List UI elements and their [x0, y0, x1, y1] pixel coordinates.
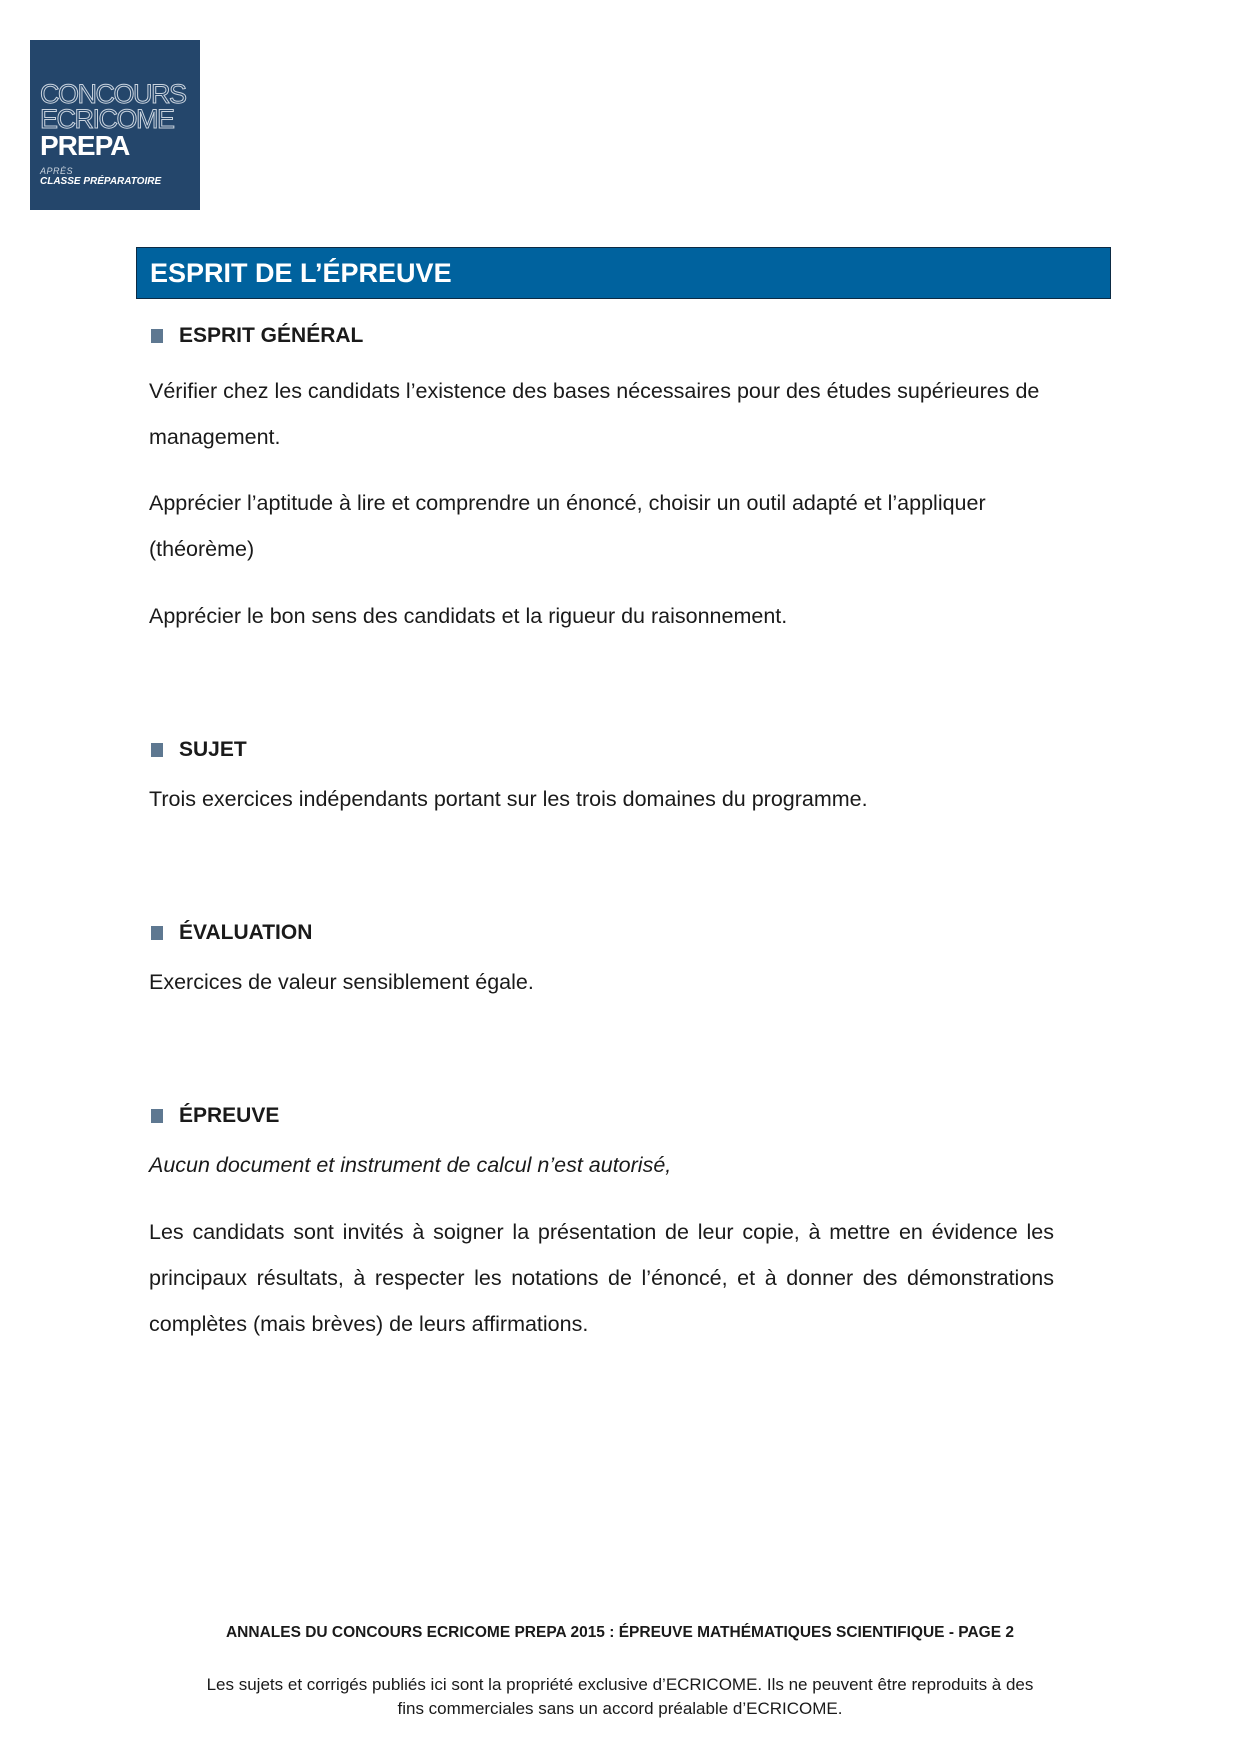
- footer-copyright-note: [0, 1673, 1240, 1721]
- paragraph-apprecier-aptitude: Apprécier l’aptitude à lire et comprendre un énoncé, choisir un outil adapté et l’appliquer (théorème): [149, 491, 986, 561]
- heading-evaluation-text: ÉVALUATION: [179, 921, 313, 944]
- ecricome-logo: [30, 40, 200, 210]
- paragraph-aucun-document: Aucun document et instrument de calcul n’est autorisé,: [149, 1153, 672, 1177]
- heading-sujet-text: SUJET: [179, 738, 247, 761]
- paragraph-evaluation: Exercices de valeur sensiblement égale.: [149, 970, 534, 994]
- paragraph-presentation-copie: Les candidats sont invités à soigner la présentation de leur copie, à mettre en évidence les principaux résultats, à respecter les notations de l’énoncé, et à donner des démonstrations complètes (mais brèves) de leurs affirmations.: [149, 1220, 1054, 1336]
- paragraph-apprecier-bon-sens: Apprécier le bon sens des candidats et la rigueur du raisonnement.: [149, 604, 788, 628]
- paragraph-sujet: Trois exercices indépendants portant sur les trois domaines du programme.: [149, 787, 868, 811]
- logo-line-ecricome: ECRICOME: [40, 104, 174, 134]
- heading-epreuve: [151, 1103, 279, 1129]
- logo-line-apres: APRÈS: [40, 166, 74, 176]
- footer-title: ANNALES DU CONCOURS ECRICOME PREPA 2015 : ÉPREUVE MATHÉMATIQUES SCIENTIFIQUE - PAGE 2: [225, 1624, 1014, 1641]
- footer-note-line-1: Les sujets et corrigés publiés ici sont la propriété exclusive d’ECRICOME. Ils ne peuvent être reproduits à des: [206, 1675, 1034, 1694]
- heading-esprit-general-text: ESPRIT GÉNÉRAL: [179, 324, 364, 347]
- paragraph-verifier: Vérifier chez les candidats l’existence des bases nécessaires pour des études supérieures de management.: [149, 379, 1040, 449]
- square-bullet-icon: [151, 329, 163, 343]
- logo-line-prepa: PREPA: [40, 130, 130, 161]
- heading-sujet: [151, 737, 247, 763]
- square-bullet-icon: [151, 926, 163, 940]
- logo-line-concours: CONCOURS: [40, 79, 186, 109]
- heading-esprit-general: [151, 323, 363, 349]
- square-bullet-icon: [151, 1109, 163, 1123]
- square-bullet-icon: [151, 743, 163, 757]
- heading-evaluation: [151, 920, 312, 946]
- logo-line-classe-preparatoire: CLASSE PRÉPARATOIRE: [40, 176, 162, 187]
- section-banner-title: ESPRIT DE L’ÉPREUVE: [136, 247, 1111, 299]
- footer-note-line-2: fins commerciales sans un accord préalable d’ECRICOME.: [397, 1699, 843, 1718]
- heading-epreuve-text: ÉPREUVE: [179, 1104, 280, 1127]
